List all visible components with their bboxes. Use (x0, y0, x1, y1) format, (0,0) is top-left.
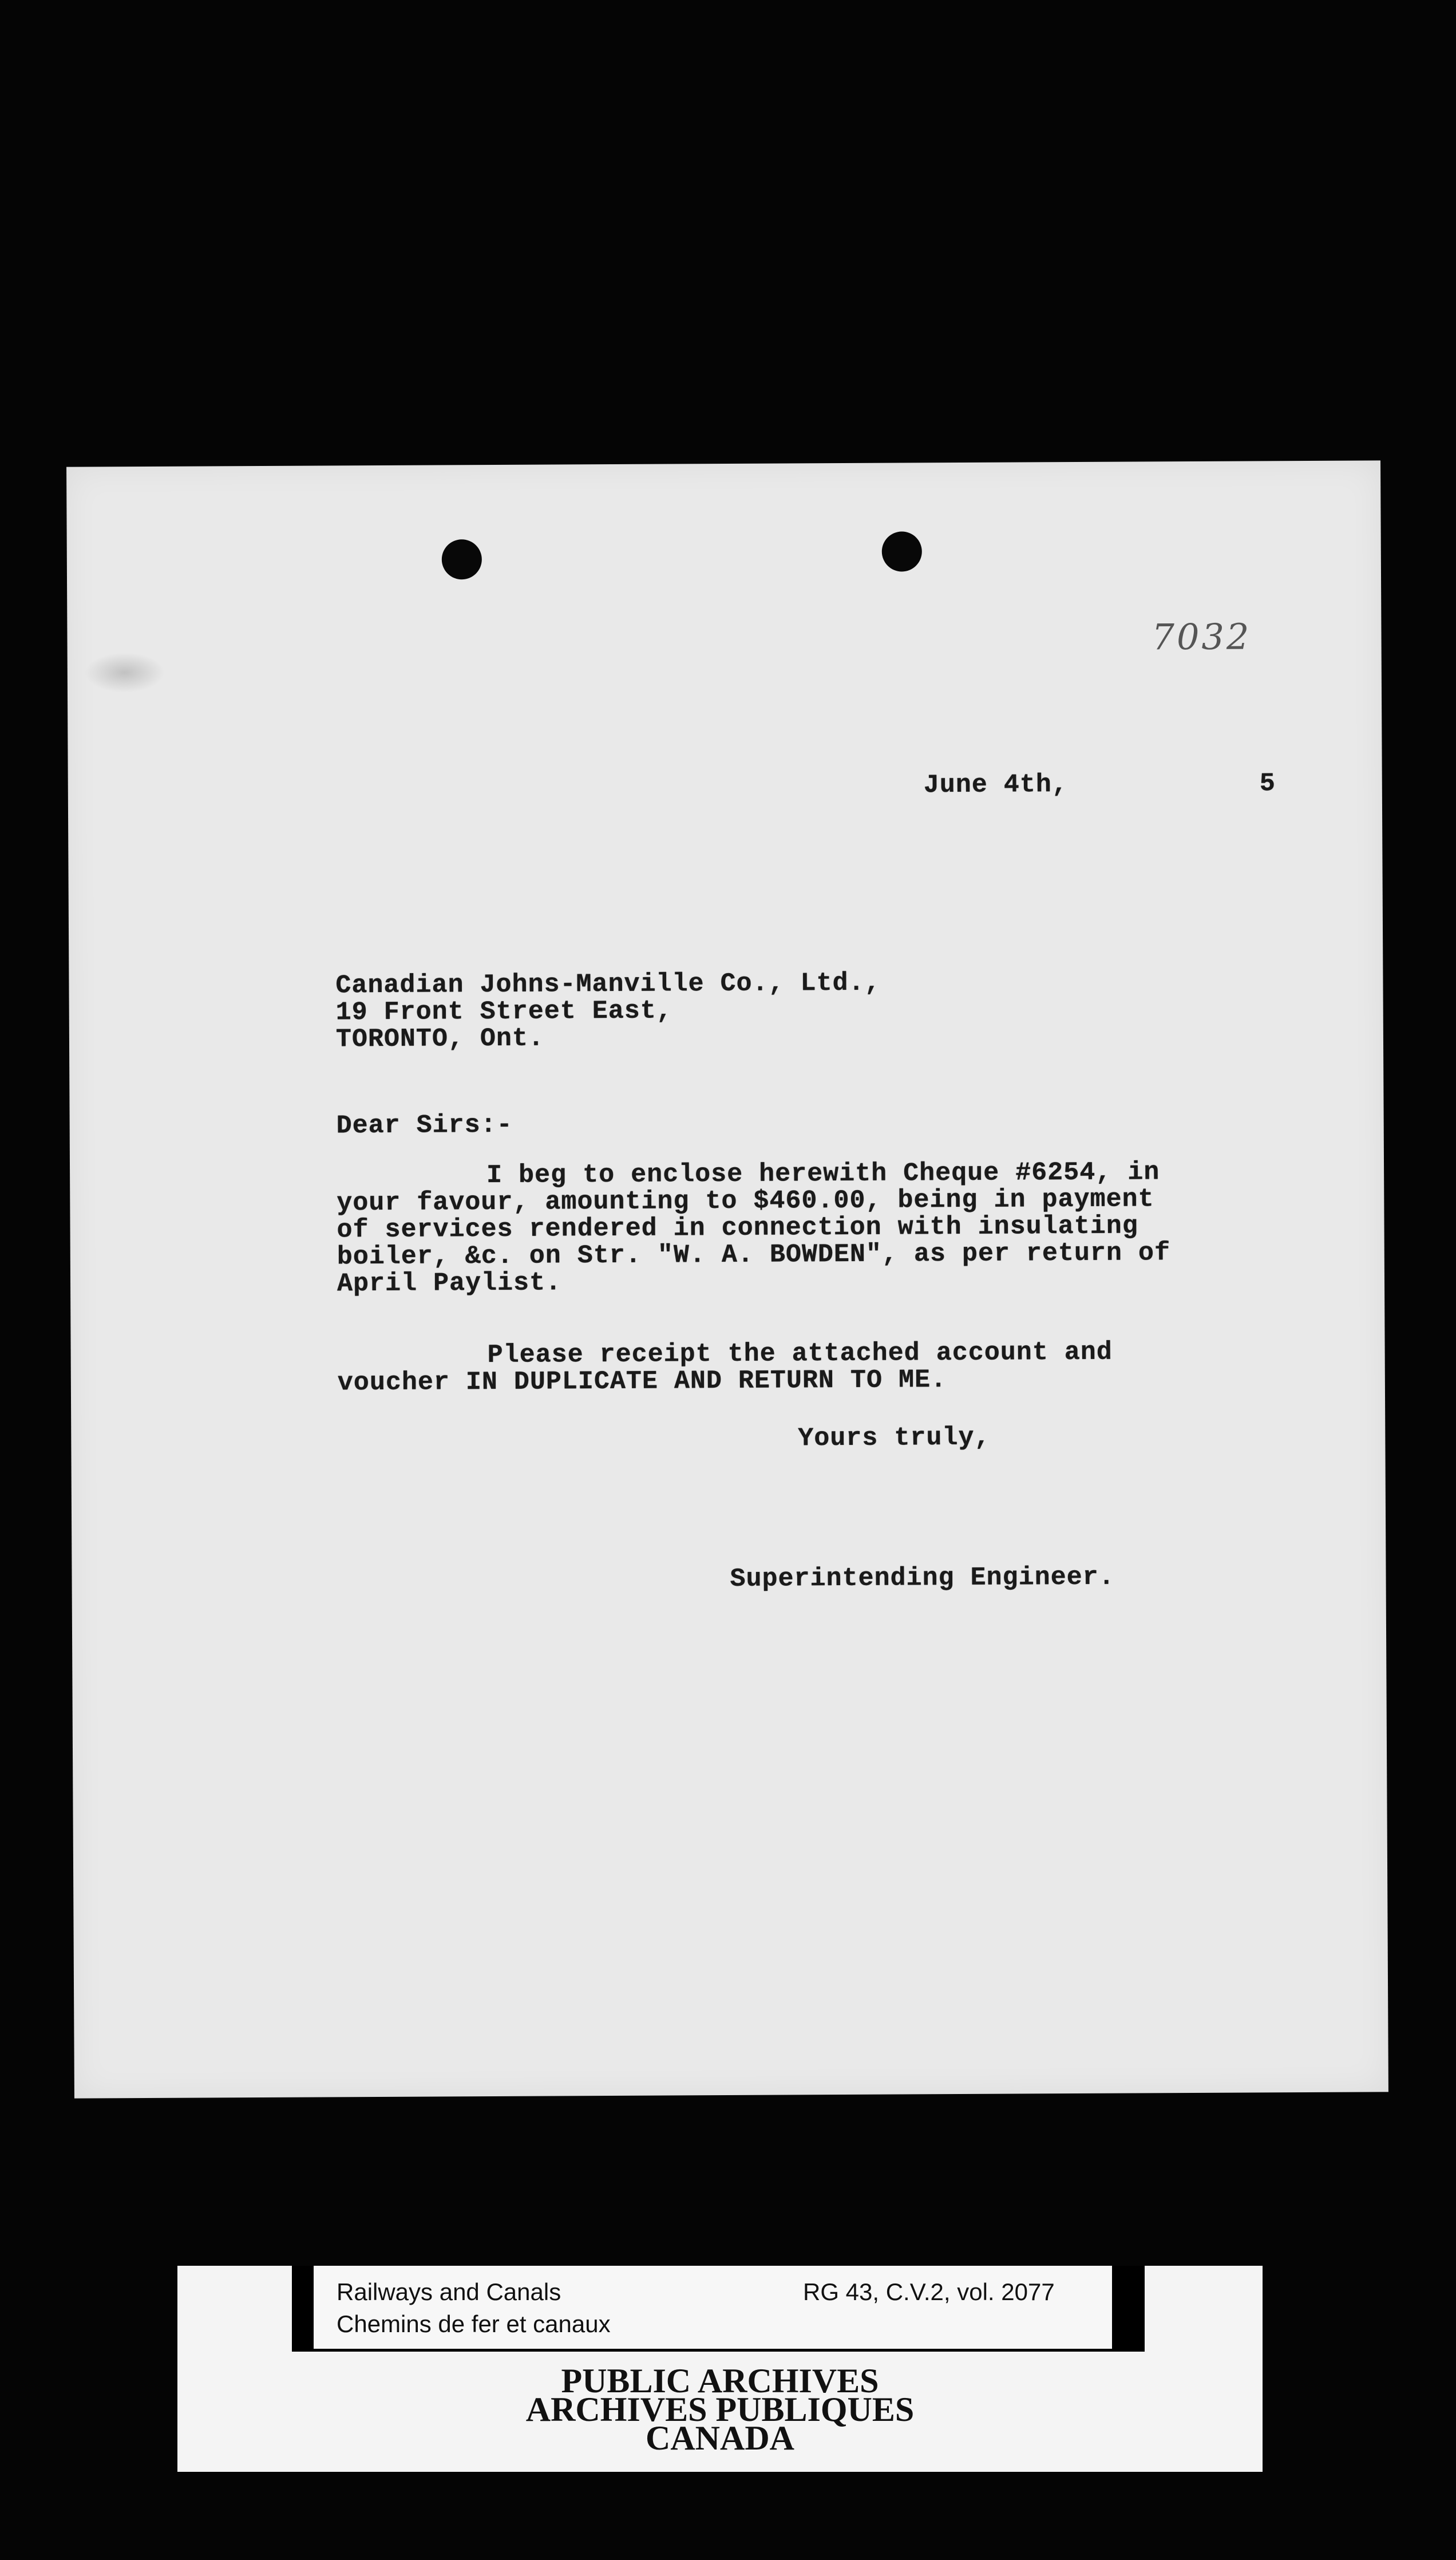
archives-country: CANADA (646, 2419, 794, 2457)
body-line: of services rendered in connection with insulating (337, 1211, 1138, 1245)
paper-smudge (85, 653, 165, 693)
department-fr: Chemins de fer et canaux (337, 2310, 611, 2337)
body-line: April Paylist. (337, 1268, 562, 1299)
file-number: 7032 (1152, 615, 1252, 658)
department-en: Railways and Canals (337, 2278, 561, 2305)
address-line: Canadian Johns-Manville Co., Ltd., (335, 968, 881, 1001)
punch-hole (882, 531, 922, 571)
signature-title: Superintending Engineer. (730, 1562, 1115, 1594)
page-number: 5 (1259, 769, 1276, 799)
body-line: boiler, &c. on Str. "W. A. BOWDEN", as per return of (337, 1238, 1171, 1272)
address-line: 19 Front Street East, (335, 996, 672, 1028)
letter-date: June 4th, (923, 770, 1068, 800)
body-line: I beg to enclose herewith Cheque #6254, in (486, 1157, 1160, 1191)
archives-title-en: PUBLIC ARCHIVES (561, 2362, 879, 2400)
body-line: voucher IN DUPLICATE AND RETURN TO ME. (337, 1365, 947, 1398)
address-line: TORONTO, Ont. (335, 1024, 545, 1054)
body-line: Please receipt the attached account and (487, 1337, 1113, 1370)
punch-hole (442, 539, 482, 579)
closing: Yours truly, (798, 1423, 991, 1453)
archive-label (177, 2266, 1263, 2472)
label-band (292, 2266, 1145, 2352)
archive-reference: RG 43, C.V.2, vol. 2077 (803, 2278, 1055, 2305)
salutation: Dear Sirs:- (336, 1110, 513, 1141)
archives-title-fr: ARCHIVES PUBLIQUES (525, 2391, 915, 2428)
letter-sheet (66, 460, 1388, 2098)
body-line: your favour, amounting to $460.00, being in payment (337, 1184, 1154, 1218)
label-info-box (314, 2266, 1112, 2349)
